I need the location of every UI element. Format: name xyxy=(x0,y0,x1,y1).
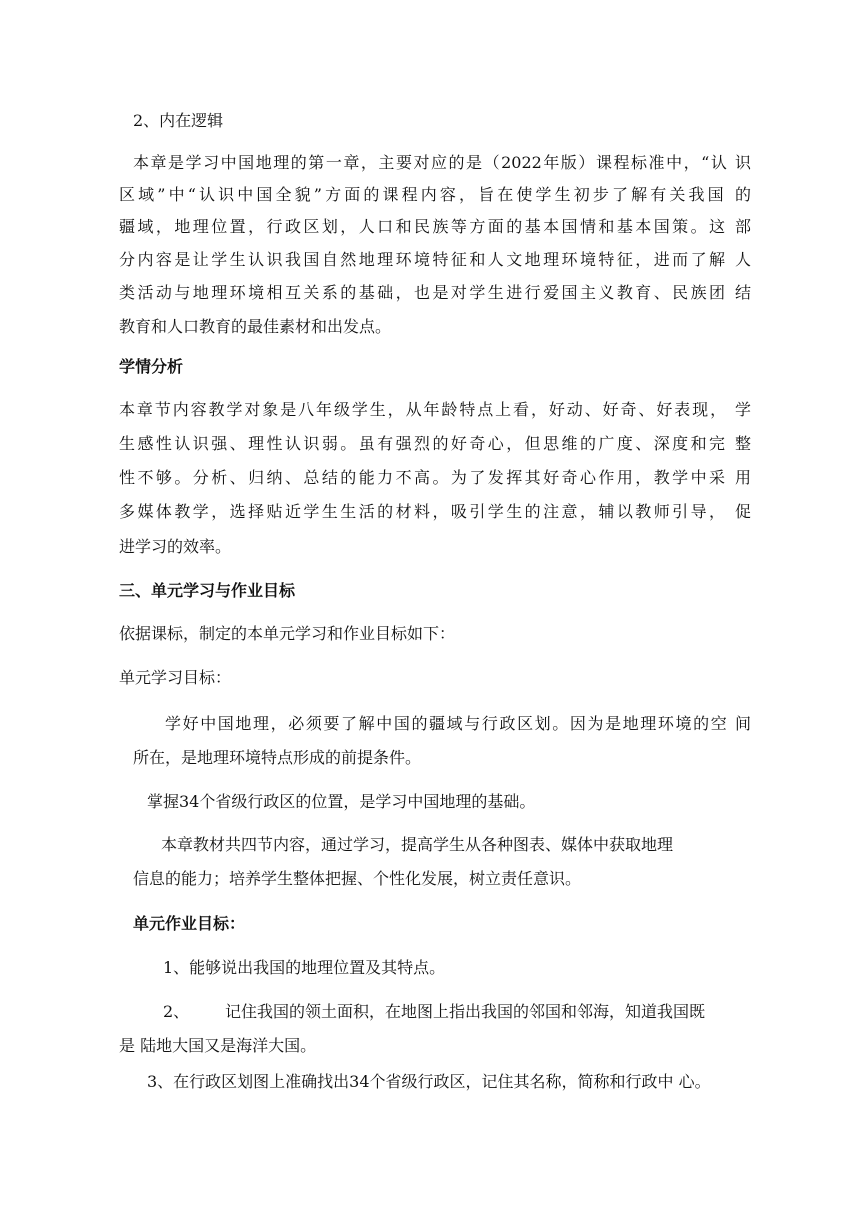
students-line-3: 性不够。分析、归纳、总结的能力不高。为了发挥其好奇心作用，教学中采 用 xyxy=(119,468,751,487)
logic-line-1: 本章是学习中国地理的第一章，主要对应的是（2022年版）课程标准中，“认 识 xyxy=(133,153,751,172)
goals-heading: 三、单元学习与作业目标 xyxy=(119,581,296,600)
homework-item-2-number: 2、 xyxy=(163,1002,190,1021)
homework-item-3: 3、在行政区划图上准确找出34个省级行政区，记住其名称，简称和行政中 心。 xyxy=(147,1072,711,1091)
homework-item-2-line2: 是 陆地大国又是海洋大国。 xyxy=(119,1036,317,1055)
logic-line-2: 区域”中“认识中国全貌”方面的课程内容，旨在使学生初步了解有关我国 的 xyxy=(119,185,751,204)
logic-line-5: 类活动与地理环境相互关系的基础，也是对学生进行爱国主义教育、民族团 结 xyxy=(119,283,751,302)
students-line-2: 生感性认识强、理性认识弱。虽有强烈的好奇心，但思维的广度、深度和完 整 xyxy=(119,434,751,453)
homework-item-2-line1: 记住我国的领土面积，在地图上指出我国的邻国和邻海，知道我国既 xyxy=(225,1002,706,1021)
logic-line-3: 疆域，地理位置，行政区划，人口和民族等方面的基本国情和基本国策。这 部 xyxy=(119,217,751,236)
logic-heading: 2、内在逻辑 xyxy=(133,111,224,130)
homework-goals-heading: 单元作业目标： xyxy=(133,914,246,933)
homework-item-1: 1、能够说出我国的地理位置及其特点。 xyxy=(163,958,446,977)
learning-goal-p2: 掌握34个省级行政区的位置，是学习中国地理的基础。 xyxy=(147,792,536,811)
students-heading: 学情分析 xyxy=(119,357,184,376)
learning-goal-p3-line1: 本章教材共四节内容，通过学习，提高学生从各种图表、媒体中获取地理 xyxy=(161,835,674,854)
learning-goal-p1-line1: 学好中国地理，必须要了解中国的疆域与行政区划。因为是地理环境的空 间 xyxy=(165,714,751,733)
students-line-4: 多媒体教学，选择贴近学生生活的材料，吸引学生的注意，辅以教师引导， 促 xyxy=(119,502,751,521)
logic-line-6: 教育和人口教育的最佳素材和出发点。 xyxy=(119,317,392,336)
students-line-1: 本章节内容教学对象是八年级学生，从年龄特点上看，好动、好奇、好表现， 学 xyxy=(119,400,751,419)
learning-goals-heading: 单元学习目标： xyxy=(119,668,232,687)
goals-intro: 依据课标，制定的本单元学习和作业目标如下： xyxy=(119,624,456,643)
learning-goal-p1-line2: 所在，是地理环境特点形成的前提条件。 xyxy=(133,748,422,767)
logic-line-4: 分内容是让学生认识我国自然地理环境特征和人文地理环境特征，进而了解 人 xyxy=(119,250,751,269)
students-line-5: 进学习的效率。 xyxy=(119,537,232,556)
learning-goal-p3-line2: 信息的能力；培养学生整体把握、个性化发展，树立责任意识。 xyxy=(133,869,582,888)
